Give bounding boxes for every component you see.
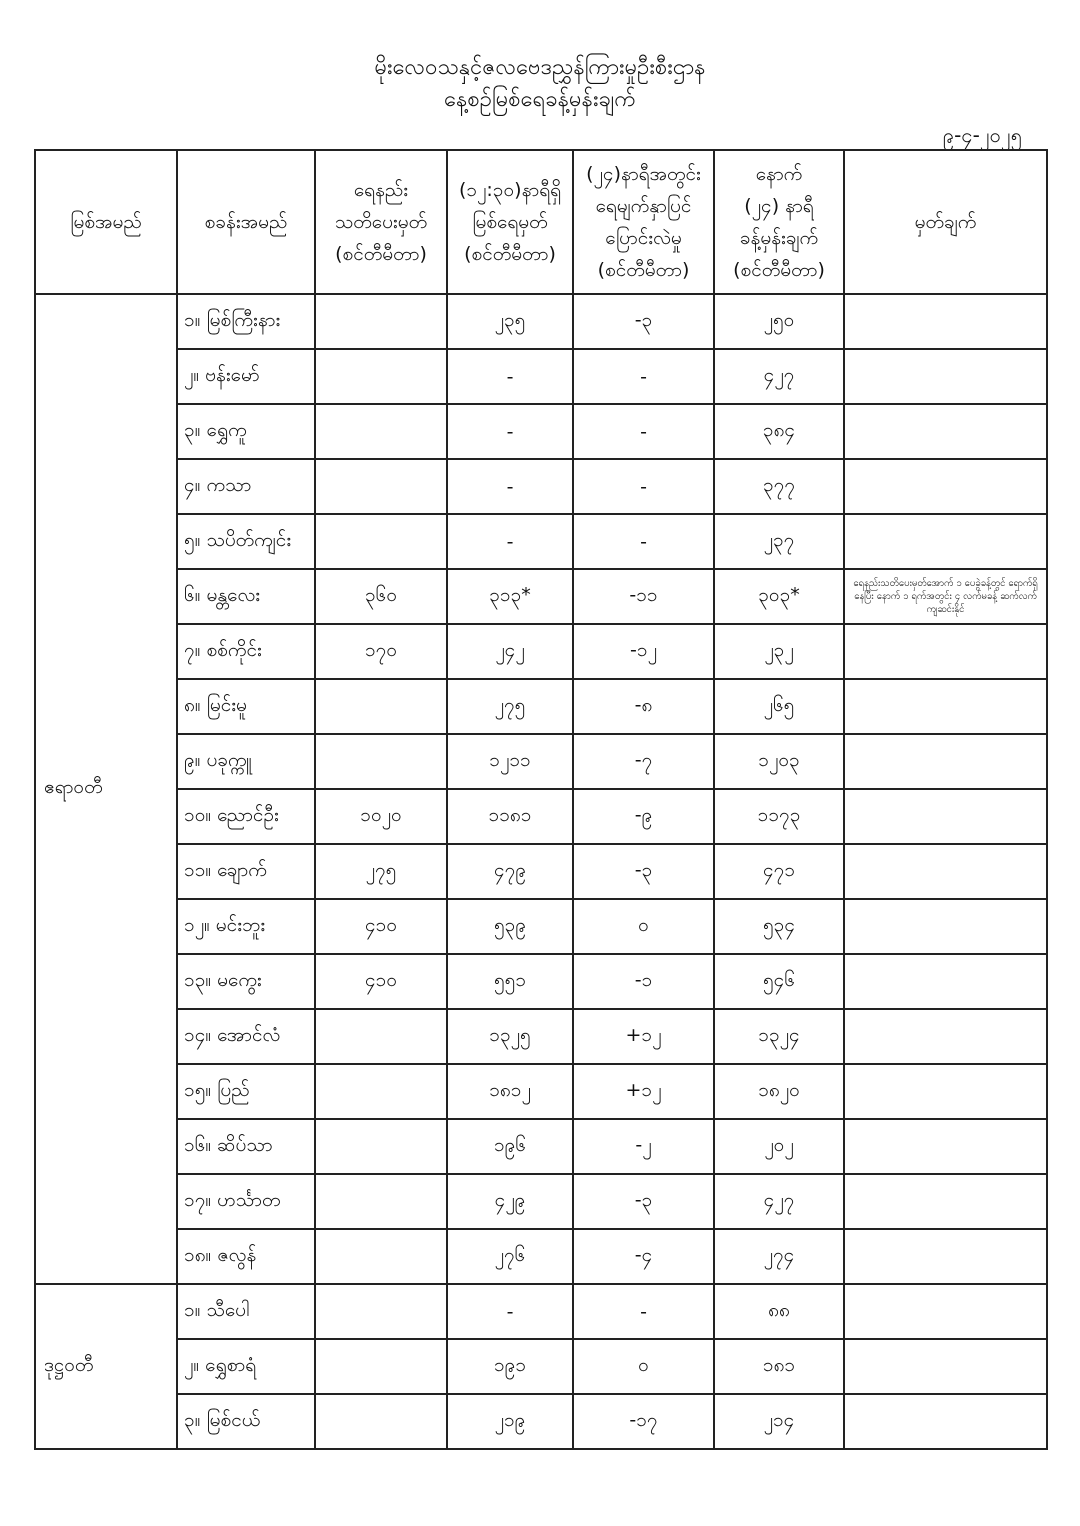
water-level-value: ၁၁၈၁ — [447, 789, 573, 844]
station-name: ၅။ သပိတ်ကျင်း — [177, 514, 315, 569]
header-line: မြစ်ရေမှတ် — [472, 211, 548, 233]
table-row — [35, 1284, 1047, 1339]
water-level-value: ၂၇၆ — [447, 1229, 573, 1284]
forecast-value: ၂၃၂ — [714, 624, 844, 679]
header-line: မှတ်ချက် — [914, 211, 977, 233]
level-change-value: -၂ — [573, 1119, 714, 1174]
table-row — [35, 734, 1047, 789]
station-name: ၇။ စစ်ကိုင်း — [177, 624, 315, 679]
header-line: (၂၄) နာရီ — [744, 195, 814, 217]
header-line: ပြောင်းလဲမှု — [605, 227, 682, 249]
station-name: ၁၀။ ညောင်ဦး — [177, 789, 315, 844]
header-line: စခန်းအမည် — [204, 211, 288, 233]
station-name: ၄။ ကသာ — [177, 459, 315, 514]
danger-level-value: ၄၁၀ — [315, 899, 447, 954]
water-level-value: ၂၄၂ — [447, 624, 573, 679]
water-level-value: ၁၉၆ — [447, 1119, 573, 1174]
danger-level-value — [315, 459, 447, 514]
remark-text — [844, 1064, 1047, 1119]
header-row — [35, 150, 1047, 294]
remark-text — [844, 679, 1047, 734]
station-name: ၃။ မြစ်ငယ် — [177, 1394, 315, 1449]
header-line: သတိပေးမှတ် — [334, 211, 428, 233]
header-line: ရေမျက်နှာပြင် — [595, 195, 692, 217]
level-change-value: -၃ — [573, 294, 714, 349]
remark-text — [844, 514, 1047, 569]
water-level-value: ၁၂၁၁ — [447, 734, 573, 789]
table-row — [35, 954, 1047, 1009]
remark-text — [844, 1174, 1047, 1229]
forecast-value: ၂၀၂ — [714, 1119, 844, 1174]
table-row — [35, 624, 1047, 679]
danger-level-value — [315, 734, 447, 789]
danger-level-value — [315, 1394, 447, 1449]
water-level-value: ၅၅၁ — [447, 954, 573, 1009]
level-change-value: +၁၂ — [573, 1009, 714, 1064]
danger-level-value: ၃၆၀ — [315, 569, 447, 624]
level-change-value: -၃ — [573, 1174, 714, 1229]
danger-level-value — [315, 404, 447, 459]
forecast-value: ၄၂၇ — [714, 349, 844, 404]
water-level-value: ၂၇၅ — [447, 679, 573, 734]
table-row — [35, 1339, 1047, 1394]
forecast-value: ၁၁၇၃ — [714, 789, 844, 844]
level-change-value: -၇ — [573, 734, 714, 789]
table-row — [35, 679, 1047, 734]
danger-level-value — [315, 1064, 447, 1119]
header-line: မြစ်အမည် — [70, 211, 142, 233]
header-line: (၂၄)နာရီအတွင်း — [586, 163, 701, 185]
water-level-value: ၂၃၅ — [447, 294, 573, 349]
forecast-value: ၂၆၅ — [714, 679, 844, 734]
water-level-value: - — [447, 349, 573, 404]
table-row — [35, 1064, 1047, 1119]
table-row — [35, 294, 1047, 349]
danger-level-value: ၁၀၂၀ — [315, 789, 447, 844]
remark-text — [844, 624, 1047, 679]
station-name: ၉။ ပခုက္ကူ — [177, 734, 315, 789]
danger-level-value — [315, 1339, 447, 1394]
water-level-value: ၄၂၉ — [447, 1174, 573, 1229]
station-name: ၂။ ရွှေစာရံ — [177, 1339, 315, 1394]
water-level-value: - — [447, 404, 573, 459]
forecast-value: ၄၇၁ — [714, 844, 844, 899]
table-row — [35, 899, 1047, 954]
water-level-value: ၁၉၁ — [447, 1339, 573, 1394]
department-name: မိုးလေဝသနှင့်ဇလဗေဒညွှန်ကြားမှုဦးစီးဌာန — [374, 55, 706, 80]
station-name: ၂။ ဗန်းမော် — [177, 349, 315, 404]
level-change-value: -၁၇ — [573, 1394, 714, 1449]
table-row — [35, 404, 1047, 459]
remark-text — [844, 954, 1047, 1009]
remark-text — [844, 844, 1047, 899]
water-level-value: ၁၃၂၅ — [447, 1009, 573, 1064]
danger-level-value — [315, 1009, 447, 1064]
level-change-value: -၁၁ — [573, 569, 714, 624]
remark-text: ရေနည်းသတိပေးမှတ်အောက် ၁ ပေခွဲခန့်တွင် ရောက်ရှိနေပြီး နောက် ၁ ရက်အတွင်း ၄ လက်မခန့် ဆက်လက်ကျဆင်းနိုင် — [844, 569, 1047, 624]
forecast-value: ၁၈၂၀ — [714, 1064, 844, 1119]
station-name: ၁။ မြစ်ကြီးနား — [177, 294, 315, 349]
header-line: (စင်တီမီတာ) — [597, 259, 690, 281]
remark-text — [844, 1119, 1047, 1174]
header-line: (စင်တီမီတာ) — [464, 243, 556, 265]
station-name: ၁၇။ ဟင်္သာတ — [177, 1174, 315, 1229]
river-level-table — [34, 149, 1048, 1450]
header-line: ရေနည်း — [353, 179, 409, 201]
water-level-value: ၄၇၉ — [447, 844, 573, 899]
level-change-value: - — [573, 514, 714, 569]
station-name: ၁၁။ ချောက် — [177, 844, 315, 899]
header-line: (စင်တီမီတာ) — [335, 243, 427, 265]
remark-text — [844, 294, 1047, 349]
forecast-value: ၈၈ — [714, 1284, 844, 1339]
forecast-value: ၂၃၇ — [714, 514, 844, 569]
station-name: ၁၃။ မကွေး — [177, 954, 315, 1009]
level-change-value: -၁ — [573, 954, 714, 1009]
table-row — [35, 1009, 1047, 1064]
header-river — [35, 150, 177, 294]
report-title: နေ့စဉ်မြစ်ရေခန့်မှန်းချက် — [444, 87, 636, 112]
danger-level-value — [315, 294, 447, 349]
table-row — [35, 349, 1047, 404]
station-name: ၁၈။ ဇလွန် — [177, 1229, 315, 1284]
danger-level-value — [315, 1229, 447, 1284]
remark-text — [844, 1284, 1047, 1339]
danger-level-value: ၄၁၀ — [315, 954, 447, 1009]
station-name: ၁၆။ ဆိပ်သာ — [177, 1119, 315, 1174]
water-level-value: ၁၈၁၂ — [447, 1064, 573, 1119]
level-change-value: - — [573, 1284, 714, 1339]
level-change-value: - — [573, 349, 714, 404]
header-remark — [844, 150, 1047, 294]
table-row — [35, 1119, 1047, 1174]
danger-level-value — [315, 349, 447, 404]
river-name: ဒုဋ္ဌဝတီ — [35, 1284, 177, 1449]
water-level-value: ၃၁၃* — [447, 569, 573, 624]
table-row — [35, 569, 1047, 624]
remark-text — [844, 1229, 1047, 1284]
table-row — [35, 1394, 1047, 1449]
table-row — [35, 459, 1047, 514]
table-row — [35, 789, 1047, 844]
level-change-value: -၄ — [573, 1229, 714, 1284]
level-change-value: - — [573, 459, 714, 514]
table-row — [35, 1174, 1047, 1229]
forecast-value: ၂၅၀ — [714, 294, 844, 349]
header-danger-level — [315, 150, 447, 294]
station-name: ၃။ ရွှေကူ — [177, 404, 315, 459]
level-change-value: ၀ — [573, 1339, 714, 1394]
water-level-value: - — [447, 1284, 573, 1339]
remark-text — [844, 789, 1047, 844]
level-change-value: +၁၂ — [573, 1064, 714, 1119]
forecast-value: ၃၇၇ — [714, 459, 844, 514]
report-date: ၉-၄-၂၀၂၅ — [942, 123, 1022, 147]
forecast-value: ၄၂၇ — [714, 1174, 844, 1229]
remark-text — [844, 1394, 1047, 1449]
table-row — [35, 1229, 1047, 1284]
level-change-value: ၀ — [573, 899, 714, 954]
level-change-value: - — [573, 404, 714, 459]
document-title — [0, 52, 1080, 116]
header-line: နောက် — [755, 163, 803, 185]
level-change-value: -၉ — [573, 789, 714, 844]
remark-text — [844, 1339, 1047, 1394]
forecast-value: ၂၇၄ — [714, 1229, 844, 1284]
station-name: ၁၂။ မင်းဘူး — [177, 899, 315, 954]
water-level-value: - — [447, 514, 573, 569]
station-name: ၁၅။ ပြည် — [177, 1064, 315, 1119]
remark-text — [844, 1009, 1047, 1064]
station-name: ၁၄။ အောင်လံ — [177, 1009, 315, 1064]
danger-level-value — [315, 1284, 447, 1339]
header-forecast — [714, 150, 844, 294]
forecast-value: ၁၃၂၄ — [714, 1009, 844, 1064]
forecast-value: ၁၂၀၃ — [714, 734, 844, 789]
danger-level-value — [315, 1119, 447, 1174]
river-name: ဧရာဝတီ — [35, 294, 177, 1284]
level-change-value: -၃ — [573, 844, 714, 899]
water-level-value: ၅၃၉ — [447, 899, 573, 954]
forecast-value: ၅၃၄ — [714, 899, 844, 954]
header-line: (၁၂:၃၀)နာရီရှိ — [458, 179, 562, 201]
remark-text — [844, 899, 1047, 954]
remark-text — [844, 459, 1047, 514]
header-water-level — [447, 150, 573, 294]
header-station — [177, 150, 315, 294]
danger-level-value: ၂၇၅ — [315, 844, 447, 899]
forecast-value: ၃၈၄ — [714, 404, 844, 459]
header-change — [573, 150, 714, 294]
forecast-value: ၅၄၆ — [714, 954, 844, 1009]
remark-text — [844, 349, 1047, 404]
water-level-value: ၂၁၉ — [447, 1394, 573, 1449]
level-change-value: -၁၂ — [573, 624, 714, 679]
remark-text — [844, 404, 1047, 459]
forecast-value: ၁၈၁ — [714, 1339, 844, 1394]
header-line: (စင်တီမီတာ) — [733, 259, 825, 281]
forecast-value: ၃၀၃* — [714, 569, 844, 624]
table-row — [35, 514, 1047, 569]
danger-level-value — [315, 514, 447, 569]
header-line: ခန့်မှန်းချက် — [739, 227, 819, 249]
danger-level-value: ၁၇၀ — [315, 624, 447, 679]
table-row — [35, 844, 1047, 899]
danger-level-value — [315, 1174, 447, 1229]
station-name: ၁။ သီပေါ — [177, 1284, 315, 1339]
remark-text — [844, 734, 1047, 789]
station-name: ၈။ မြင်းမူ — [177, 679, 315, 734]
water-level-value: - — [447, 459, 573, 514]
danger-level-value — [315, 679, 447, 734]
station-name: ၆။ မန္တလေး — [177, 569, 315, 624]
forecast-value: ၂၁၄ — [714, 1394, 844, 1449]
level-change-value: -၈ — [573, 679, 714, 734]
